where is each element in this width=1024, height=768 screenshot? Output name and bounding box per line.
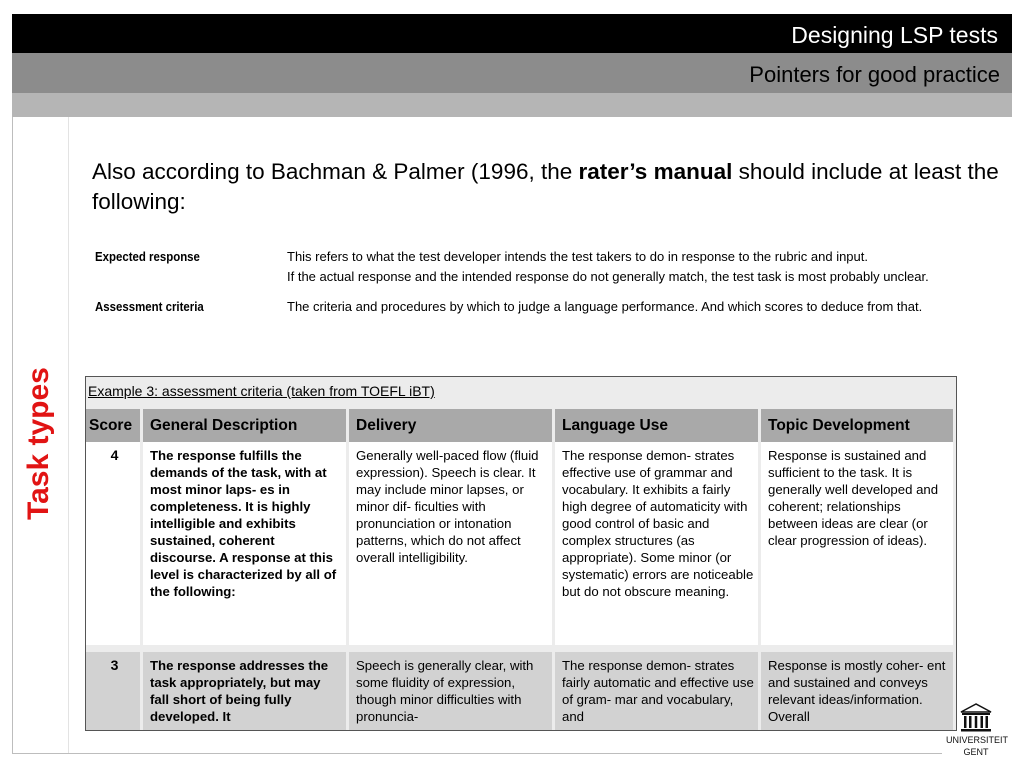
general-description-cell: The response fulfills the demands of the task, with at most minor laps- es in completeness. It is highly intelligible and exhibits sustained, coherent discourse. A response at this level is characterized by all of the following: [143, 442, 349, 645]
column-header-general: General Description [143, 409, 349, 442]
intro-paragraph [92, 157, 1002, 217]
rubric-row-score-4 [86, 442, 956, 645]
language-use-cell: The response demon- strates fairly automatic and effective use of gram- mar and vocabulary, and [555, 652, 761, 731]
rubric-row-spacer [86, 645, 956, 652]
definition-description [287, 247, 987, 287]
column-header-delivery: Delivery [349, 409, 555, 442]
logo-text-line2: GENT [963, 747, 989, 757]
column-header-topic-development: Topic Development [761, 409, 956, 442]
delivery-cell: Speech is generally clear, with some fluidity of expression, though minor difficulties with pronuncia- [349, 652, 555, 731]
definition-term: Expected response [95, 249, 200, 264]
delivery-cell: Generally well-paced flow (fluid expression). Speech is clear. It may include minor lapses, or minor dif- ficulties with pronunciation or intonation patterns, which do not affect overall intelligibility. [349, 442, 555, 645]
university-logo [946, 703, 1009, 757]
score-cell: 4 [86, 442, 143, 645]
building-icon [959, 703, 993, 733]
rubric-table [86, 409, 956, 731]
example-caption-text: Example 3: assessment criteria (taken from TOEFL iBT) [88, 383, 435, 399]
score-cell: 3 [86, 652, 143, 731]
frame-left-border [12, 117, 13, 754]
subtitle-bar [12, 53, 1012, 93]
intro-text-end: should include at least the following: [92, 159, 999, 214]
definitions-table [95, 247, 995, 317]
definition-line: The criteria and procedures by which to judge a language performance. And which scores to deduce from that. [287, 299, 923, 314]
definition-row [95, 297, 995, 317]
side-section-label: Task types [22, 367, 55, 520]
definition-description [287, 297, 987, 317]
column-header-score: Score [86, 409, 143, 442]
topic-development-cell: Response is sustained and sufficient to the task. It is generally well developed and coherent; relationships between ideas are clear (or clear progression of ideas). [761, 442, 956, 645]
definition-row [95, 247, 995, 287]
topic-development-cell: Response is mostly coher- ent and sustained and conveys relevant ideas/information. Overall [761, 652, 956, 731]
frame-divider [68, 117, 69, 754]
example-rubric-box [85, 376, 957, 731]
example-caption [86, 377, 956, 409]
title-bar [12, 14, 1012, 53]
definition-term: Assessment criteria [95, 299, 204, 314]
slide-subtitle: Pointers for good practice [749, 62, 1000, 87]
rubric-header-row [86, 409, 956, 442]
definition-line: This refers to what the test developer intends the test takers to do in response to the rubric and input. [287, 249, 868, 264]
general-description-cell: The response addresses the task appropriately, but may fall short of being fully developed. It [143, 652, 349, 731]
intro-emphasis: rater’s manual [578, 159, 733, 184]
intro-text-start: Also according to Bachman & Palmer (1996, the [92, 159, 579, 184]
column-header-language-use: Language Use [555, 409, 761, 442]
header-band [12, 93, 1012, 117]
definition-line: If the actual response and the intended response do not generally match, the test task is most probably unclear. [287, 269, 929, 284]
logo-text-line1: UNIVERSITEIT [946, 735, 1009, 745]
rubric-row-score-3 [86, 652, 956, 731]
frame-bottom-border [12, 753, 942, 754]
language-use-cell: The response demon- strates effective use of grammar and vocabulary. It exhibits a fairly high degree of automaticity with good control of basic and complex structures (as appropriate). Some minor (or systematic) errors are noticeable but do not obscure meaning. [555, 442, 761, 645]
slide-title: Designing LSP tests [791, 22, 998, 48]
